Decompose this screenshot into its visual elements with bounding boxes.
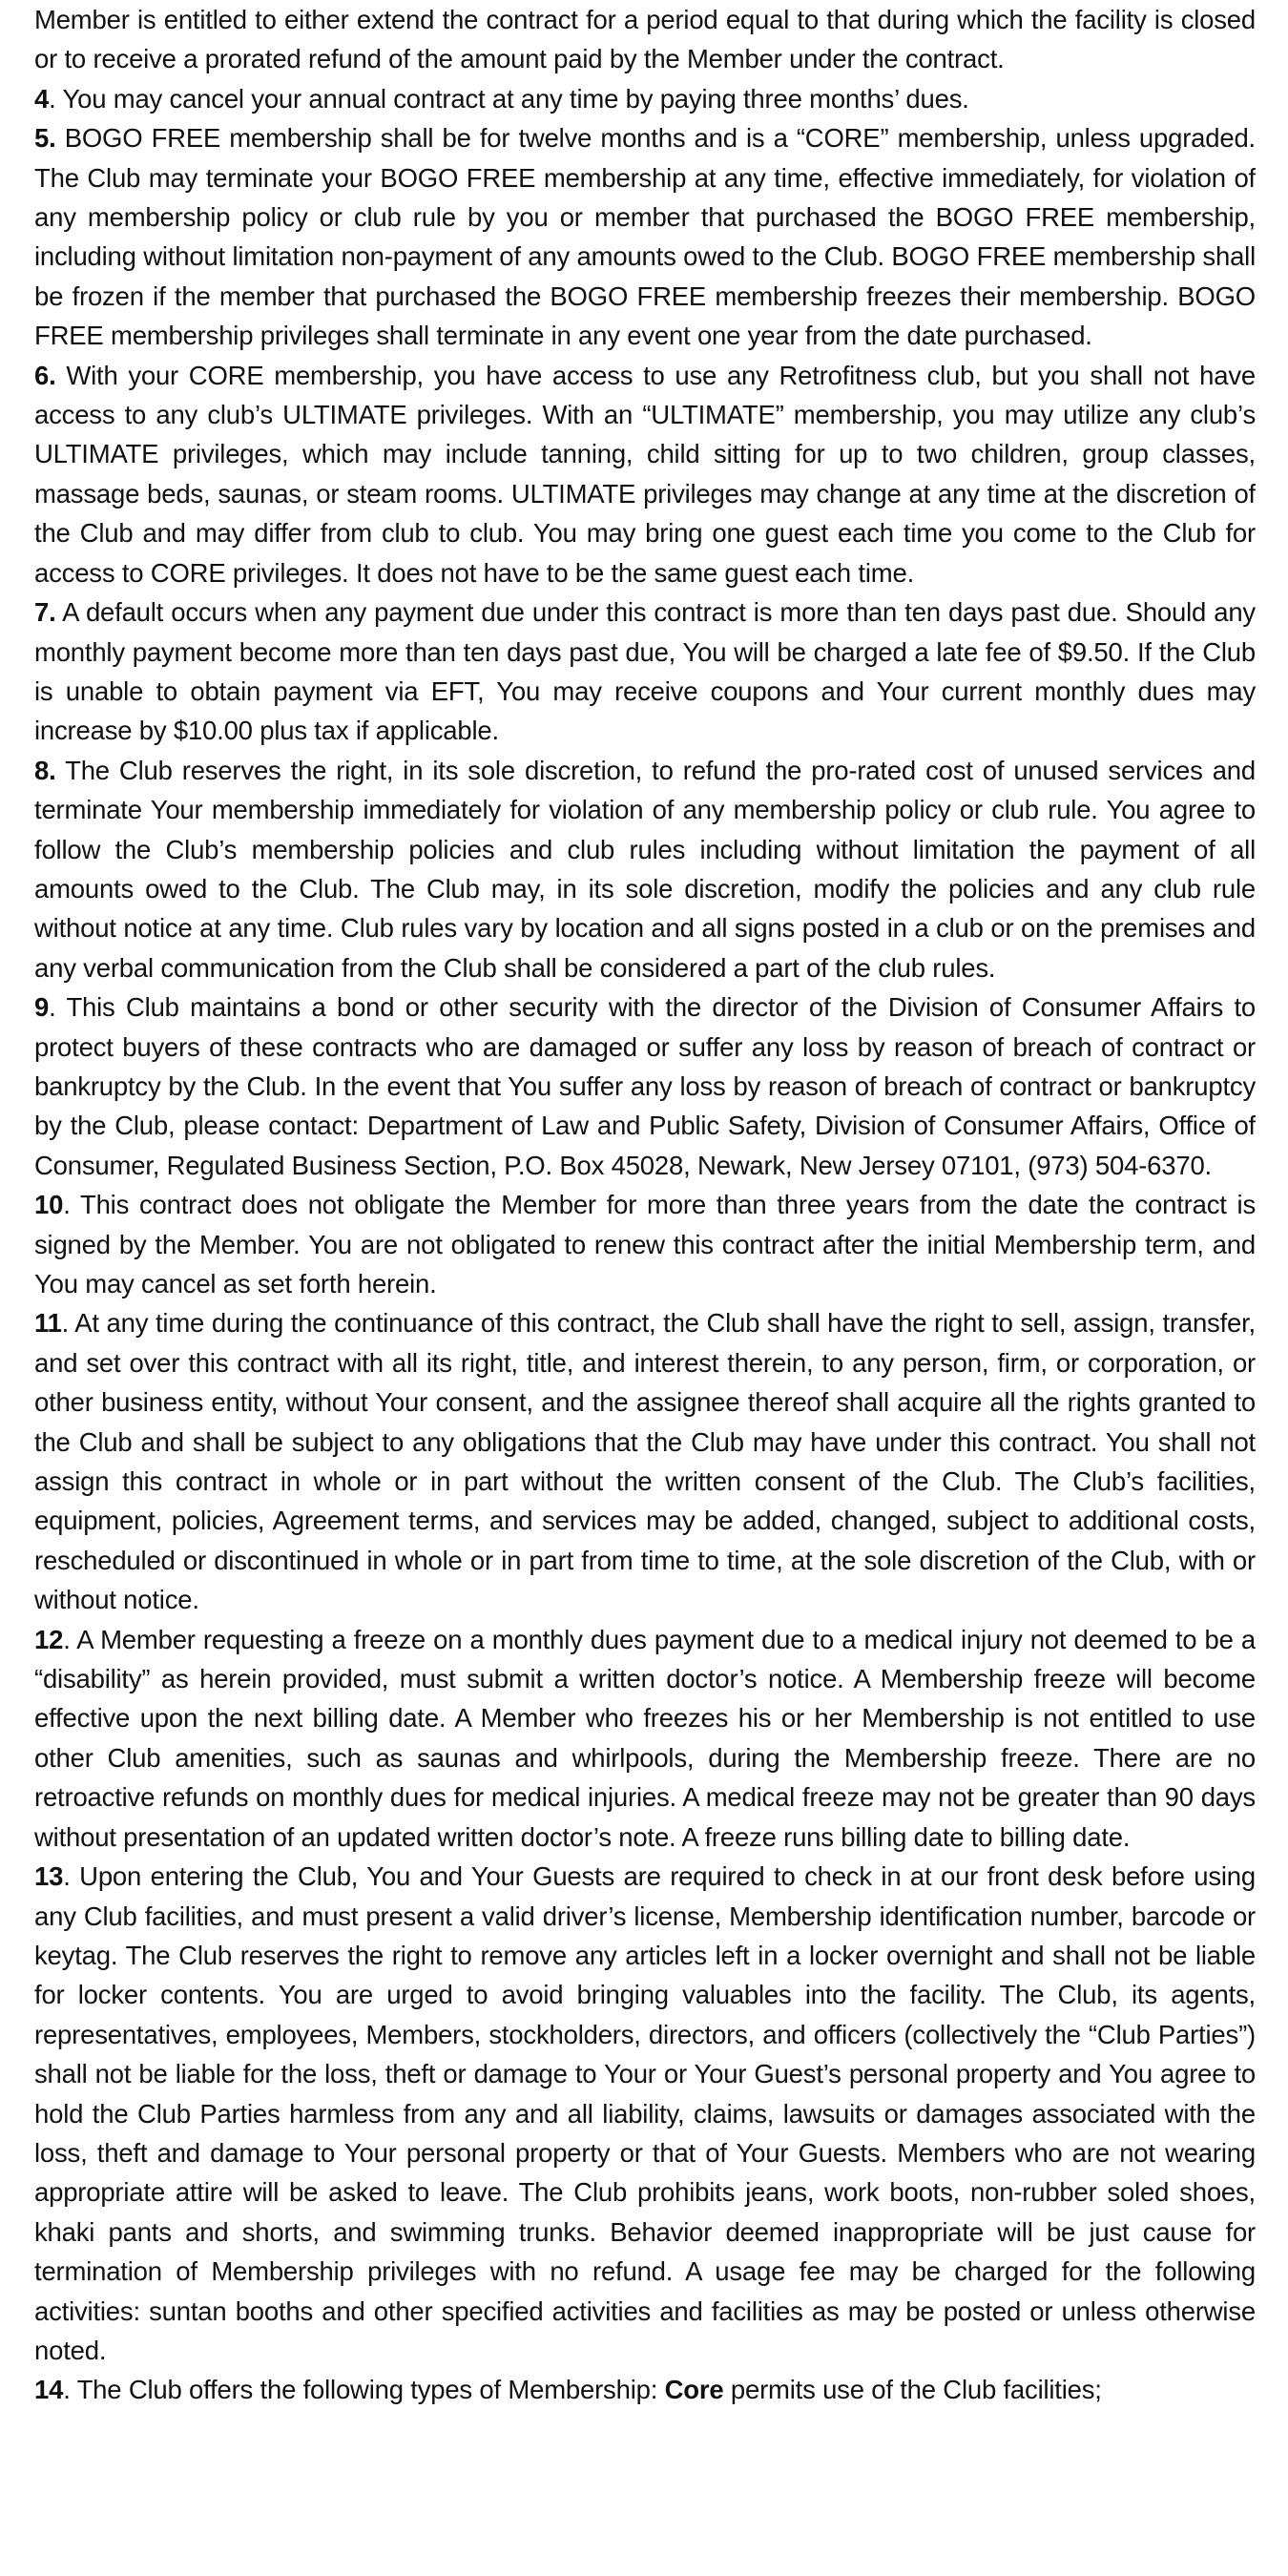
paragraph-4 xyxy=(34,79,1256,118)
paragraph-text: The Club reserves the right, in its sole discretion, to refund the pro-rated cost of unused services and terminate Your membership immediately for violation of any membership policy or club rule. You agree to follow the Club’s membership policies and club rules including without limitation the payment of all amounts owed to the Club. The Club may, in its sole discretion, modify the policies and any club rule without notice at any time. Club rules vary by location and all signs posted in a club or on the premises and any verbal communication from the Club shall be considered a part of the club rules. xyxy=(34,755,1256,983)
membership-type-core: Core xyxy=(664,2375,724,2405)
paragraph-7 xyxy=(34,592,1256,751)
paragraph-number: 4 xyxy=(34,83,50,114)
paragraph-text: BOGO FREE membership shall be for twelve months and is a “CORE” membership, unless upgraded. The Club may terminate your BOGO FREE membership at any time, effective immediately, for violation of any membership policy or club rule by you or member that purchased the BOGO FREE membership, including without limitation non-payment of any amounts owed to the Club. BOGO FREE membership shall be frozen if the member that purchased the BOGO FREE membership freezes their membership. BOGO FREE membership privileges shall terminate in any event one year from the date purchased. xyxy=(34,123,1256,351)
paragraph-text: With your CORE membership, you have access to use any Retrofitness club, but you shall not have access to any club’s ULTIMATE privileges. With an “ULTIMATE” membership, you may utilize any club’s ULTIMATE privileges, which may include tanning, child sitting for up to two children, group classes, massage beds, saunas, or steam rooms. ULTIMATE privileges may change at any time at the discretion of the Club and may differ from club to club. You may bring one guest each time you come to the Club for access to CORE privileges. It does not have to be the same guest each time. xyxy=(34,360,1256,588)
paragraph-text: . Upon entering the Club, You and Your Guests are required to check in at our front desk before using any Club facilities, and must present a valid driver’s license, Membership identification number, barcode or keytag. The Club reserves the right to remove any articles left in a locker overnight and shall not be liable for locker contents. You are urged to avoid bringing valuables into the facility. The Club, its agents, representatives, employees, Members, stockholders, directors, and officers (collectively the “Club Parties”) shall not be liable for the loss, theft or damage to Your or Your Guest’s personal property and You agree to hold the Club Parties harmless from any and all liability, claims, lawsuits or damages associated with the loss, theft and damage to Your personal property or that of Your Guests. Members who are not wearing appropriate attire will be asked to leave. The Club prohibits jeans, work boots, non-rubber soled shoes, khaki pants and shorts, and swimming trunks. Behavior deemed inappropriate will be just cause for termination of Membership privileges with no refund. A usage fee may be charged for the following activities: suntan booths and other specified activities and facilities as may be posted or unless otherwise noted. xyxy=(34,1861,1256,2365)
paragraph-number: 6. xyxy=(34,360,56,390)
paragraph-12 xyxy=(34,1620,1256,1857)
paragraph-continued xyxy=(34,0,1256,79)
paragraph-number: 11 xyxy=(34,1308,62,1339)
paragraph-number: 7. xyxy=(34,597,56,628)
paragraph-text-continued: permits use of the Club facilities; xyxy=(723,2375,1102,2405)
paragraph-number: 14 xyxy=(34,2375,64,2405)
paragraph-number: 12 xyxy=(34,1624,64,1654)
paragraph-14 xyxy=(34,2370,1256,2409)
paragraph-text: . At any time during the continuance of this contract, the Club shall have the right to sell, assign, transfer, and set over this contract with all its right, title, and interest therein, to any person, firm, or corporation, or other business entity, without Your consent, and the assignee thereof shall acquire all the rights granted to the Club and shall be subject to any obligations that the Club may have under this contract. You shall not assign this contract in whole or in part without the written consent of the Club. The Club’s facilities, equipment, policies, Agreement terms, and services may be added, changed, subject to additional costs, rescheduled or discontinued in whole or in part from time to time, at the sole discretion of the Club, with or without notice. xyxy=(34,1308,1256,1615)
paragraph-text: . This contract does not obligate the Member for more than three years from the date the contract is signed by the Member. You are not obligated to renew this contract after the initial Membership term, and You may cancel as set forth herein. xyxy=(34,1190,1256,1298)
paragraph-13 xyxy=(34,1857,1256,2370)
document-page xyxy=(34,0,1256,2576)
paragraph-number: 10 xyxy=(34,1190,64,1220)
paragraph-number: 5. xyxy=(34,123,56,154)
terms-list xyxy=(34,0,1256,2370)
paragraph-text: . A Member requesting a freeze on a monthly dues payment due to a medical injury not deemed to be a “disability” as herein provided, must submit a written doctor’s notice. A Membership freeze will become effective upon the next billing date. A Member who freezes his or her Membership is not entitled to use other Club amenities, such as saunas and whirlpools, during the Membership freeze. There are no retroactive refunds on monthly dues for medical injuries. A medical freeze may not be greater than 90 days without presentation of an updated written doctor’s note. A freeze runs billing date to billing date. xyxy=(34,1624,1256,1852)
paragraph-11 xyxy=(34,1303,1256,1619)
paragraph-text: . This Club maintains a bond or other security with the director of the Division of Consumer Affairs to protect buyers of these contracts who are damaged or suffer any loss by reason of breach of contract or bankruptcy by the Club. In the event that You suffer any loss by reason of breach of contract or bankruptcy by the Club, please contact: Department of Law and Public Safety, Division of Consumer Affairs, Office of Consumer, Regulated Business Section, P.O. Box 45028, Newark, New Jersey 07101, (973) 504-6370. xyxy=(34,992,1256,1180)
paragraph-6 xyxy=(34,356,1256,592)
paragraph-10 xyxy=(34,1185,1256,1303)
paragraph-number: 13 xyxy=(34,1861,64,1892)
paragraph-9 xyxy=(34,987,1256,1185)
paragraph-text: A default occurs when any payment due under this contract is more than ten days past due. Should any monthly payment become more than ten days past due, You will be charged a late fee of $9.50. If the Club is unable to obtain payment via EFT, You may receive coupons and Your current monthly dues may increase by $10.00 plus tax if applicable. xyxy=(34,597,1256,746)
paragraph-8 xyxy=(34,751,1256,987)
paragraph-text: . The Club offers the following types of Membership: xyxy=(63,2375,665,2405)
paragraph-number: 9 xyxy=(34,992,50,1023)
paragraph-5 xyxy=(34,118,1256,355)
paragraph-text: Member is entitled to either extend the contract for a period equal to that during which the facility is closed or to receive a prorated refund of the amount paid by the Member under the contract. xyxy=(34,5,1256,74)
paragraph-number: 8. xyxy=(34,755,56,785)
paragraph-text: . You may cancel your annual contract at any time by paying three months’ dues. xyxy=(49,83,969,114)
